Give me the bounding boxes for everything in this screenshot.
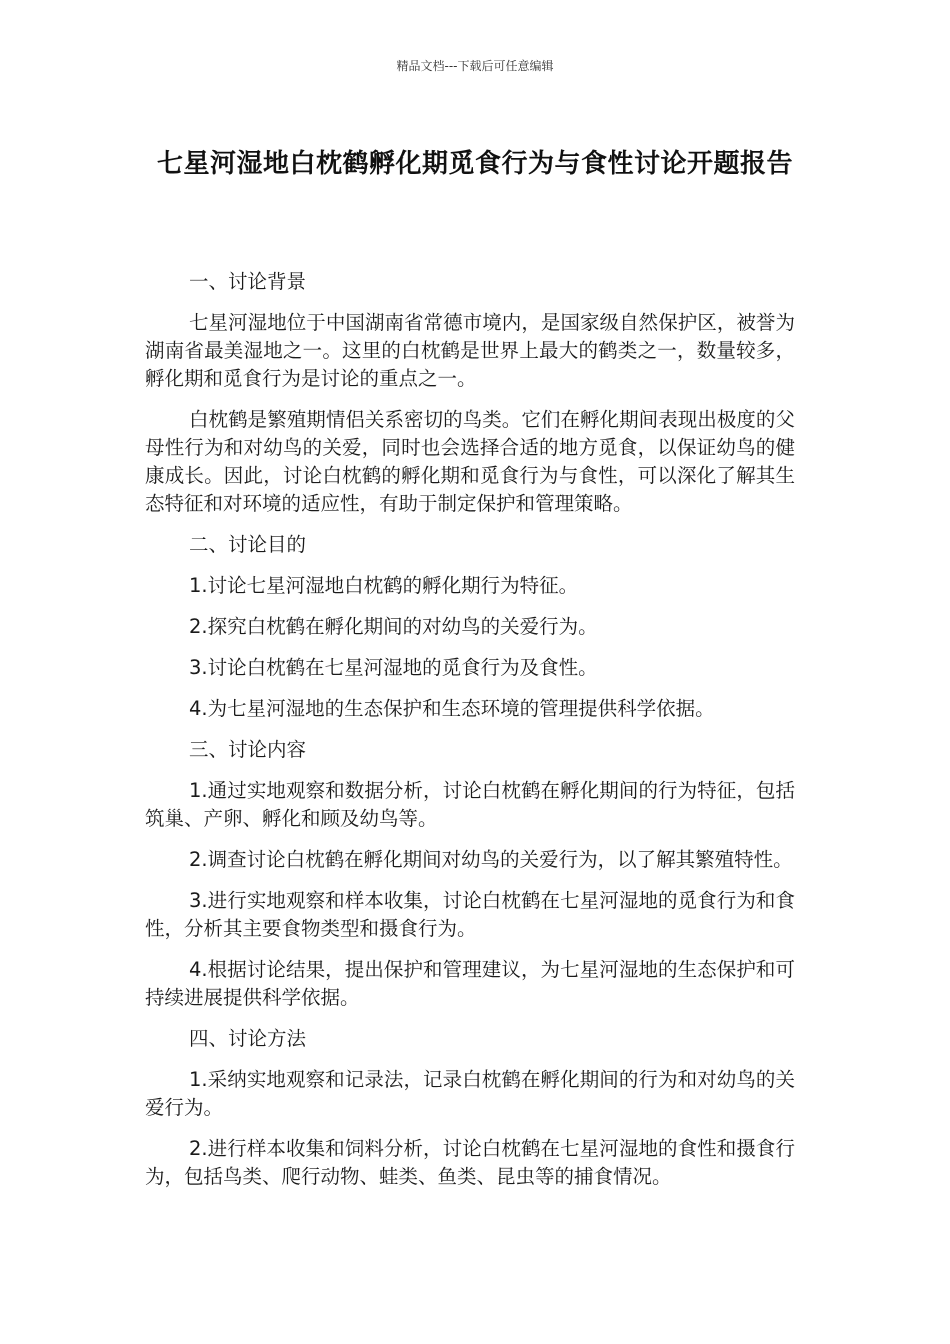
list-item: 3.进行实地观察和样本收集，讨论白枕鹤在七星河湿地的觅食行为和食性，分析其主要食物类型和摄食行为。 [145, 889, 795, 940]
section-heading-methods: 四、讨论方法 [189, 1027, 307, 1050]
section-heading-purpose: 二、讨论目的 [189, 533, 307, 556]
page-header: 精品文档---下载后可任意编辑 [396, 59, 554, 73]
list-item: 2.调查讨论白枕鹤在孵化期间对幼鸟的关爱行为，以了解其繁殖特性。 [189, 848, 793, 871]
list-item: 2.探究白枕鹤在孵化期间的对幼鸟的关爱行为。 [189, 615, 598, 638]
list-item: 1.采纳实地观察和记录法，记录白枕鹤在孵化期间的行为和对幼鸟的关爱行为。 [145, 1068, 795, 1119]
list-item: 1.讨论七星河湿地白枕鹤的孵化期行为特征。 [189, 574, 579, 597]
list-item: 1.通过实地观察和数据分析，讨论白枕鹤在孵化期间的行为特征，包括筑巢、产卵、孵化和顾及幼鸟等。 [145, 779, 795, 830]
section-heading-content: 三、讨论内容 [189, 738, 307, 761]
list-item: 3.讨论白枕鹤在七星河湿地的觅食行为及食性。 [189, 656, 598, 679]
document-body [145, 268, 795, 1204]
list-item: 2.进行样本收集和饲料分析，讨论白枕鹤在七星河湿地的食性和摄食行为，包括鸟类、爬行动物、蛙类、鱼类、昆虫等的捕食情况。 [145, 1137, 795, 1188]
document-title: 七星河湿地白枕鹤孵化期觅食行为与食性讨论开题报告 [156, 149, 793, 179]
list-item: 4.为七星河湿地的生态保护和生态环境的管理提供科学依据。 [189, 697, 715, 720]
section-heading-background: 一、讨论背景 [189, 270, 307, 293]
paragraph: 白枕鹤是繁殖期情侣关系密切的鸟类。它们在孵化期间表现出极度的父母性行为和对幼鸟的关爱，同时也会选择合适的地方觅食，以保证幼鸟的健康成长。因此，讨论白枕鹤的孵化期和觅食行为与食性，可以深化了解其生态特征和对环境的适应性，有助于制定保护和管理策略。 [145, 408, 795, 515]
list-item: 4.根据讨论结果，提出保护和管理建议，为七星河湿地的生态保护和可持续进展提供科学依据。 [145, 958, 795, 1009]
paragraph: 七星河湿地位于中国湖南省常德市境内，是国家级自然保护区，被誉为湖南省最美湿地之一。这里的白枕鹤是世界上最大的鹤类之一，数量较多，孵化期和觅食行为是讨论的重点之一。 [145, 311, 795, 390]
